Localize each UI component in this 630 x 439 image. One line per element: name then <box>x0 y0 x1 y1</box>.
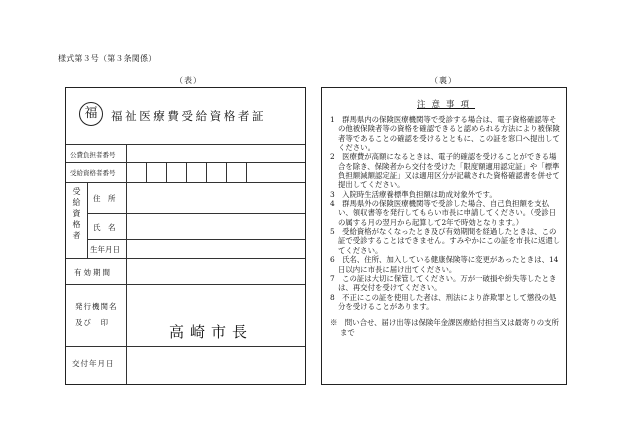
recipient-group-label: 受給資格者 <box>72 187 81 242</box>
notes-title: 注意事項 <box>417 100 476 110</box>
issuer-label-line1: 発行機関名 <box>75 302 118 311</box>
card-title: 福祉医療費受給資格者証 <box>111 109 267 123</box>
address-label: 住 所 <box>93 194 116 203</box>
issuer-label-line2: 及び 印 <box>75 318 109 327</box>
payer-number-label: 公費負担者番号 <box>70 151 116 159</box>
birthdate-label: 生年月日 <box>90 245 120 254</box>
note-item: 6 氏名、住所、加入している健康保険等に変更があったときは、14日以内に市長に届け出てください。 <box>330 255 559 274</box>
fuku-circle-icon: 福 <box>79 102 103 126</box>
note-item: 1 群馬県内の保険医療機関等で受診する場合は、電子資格確認等その他被保険者等の資格を確認できると認められる方法により被保険者等であることの確認を受けるとともに、この証を窓口へ提出してください。 <box>330 115 560 153</box>
name-label: 氏 名 <box>93 223 116 232</box>
notes-list <box>330 115 562 337</box>
note-item: 3 入院時生活療養標準負担額は助成対象外です。 <box>330 189 497 199</box>
back-card <box>321 87 567 385</box>
note-item: 7 この証は大切に保管してください。万が一破損や紛失等したときは、再交付を受けてください。 <box>330 273 557 293</box>
validity-label: 有効期間 <box>74 268 112 277</box>
front-side-label: （表） <box>175 76 202 85</box>
note-item: 8 不正にこの証を使用した者は、刑法により詐欺罪として懲役の処分を受けることがあります。 <box>330 292 557 311</box>
issue-date-label: 交付年月日 <box>72 359 115 368</box>
notes-footer: ※ 問い合せ、届け出等は保険年金課医療給付担当又は最寄りの支所まで <box>330 318 559 337</box>
back-side-label: （裏） <box>430 76 457 85</box>
note-item: 4 群馬県外の保険医療機関等で受診した場合、自己負担額を支払い、領収書等を発行してもらい市長に申請してください。（受診日の属する月の翌月から起算して2年で時効となります。） <box>330 199 557 227</box>
recipient-number-label: 受給資格者番号 <box>70 169 116 177</box>
front-card <box>65 87 306 385</box>
form-label: 様式第３号（第３条関係） <box>58 54 157 63</box>
note-item: 5 受給資格がなくなったとき及び有効期間を経過したときは、この証で受診することはできません。すみやかにこの証を市長に返還してください。 <box>330 227 561 255</box>
issuer-name: 高崎市長 <box>169 323 254 341</box>
note-item: 2 医療費が高額になるときは、電子的確認を受けることができる場合を除き、保険者から交付を受けた「限度額適用認定証」や「標準負担額減額認定証」又は適用区分が記載された資格確認書を併せて提出してください。 <box>330 152 560 190</box>
